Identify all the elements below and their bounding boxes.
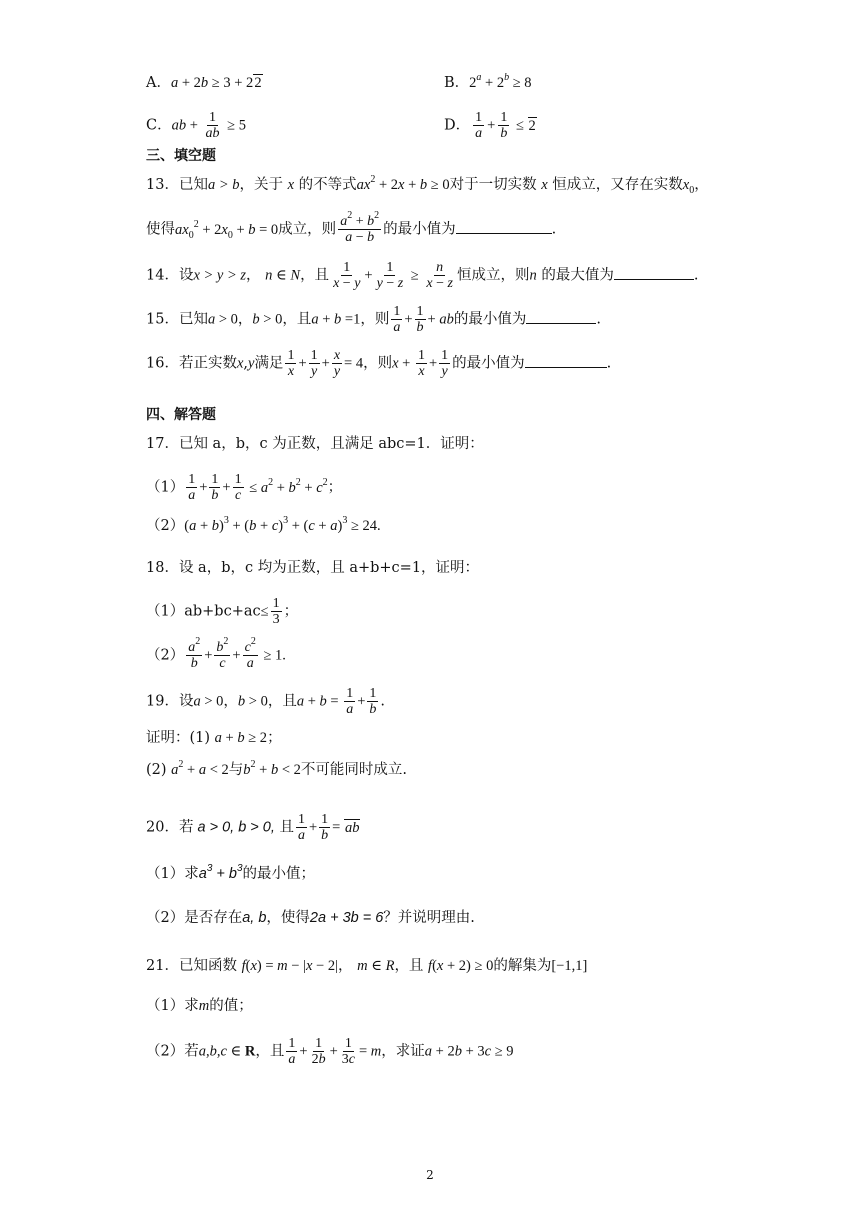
choice-a: A．a + 2b ≥ 3 + 22 [146, 75, 262, 91]
question-20: 20．若 a > 0, b > 0, 且 $\frac{1}{a}$ + $\frac{1}{b}$ = ab [146, 812, 360, 843]
answer-blank[interactable] [526, 309, 596, 324]
question-19-part1: 证明：(1) a + b ≥ 2； [146, 730, 282, 746]
question-14: 14．设x > y > z， n ∈ N，且 $\frac{1}{x - y}$ + $\frac{1}{y - z}$ ≥ $\frac{n}{x - z}$ 恒成立，则n 的最大值为 . [146, 260, 699, 291]
choice-c: C．ab + $\frac{1}{ab}$ ≥ 5 [146, 110, 247, 141]
page-number: 2 [426, 1168, 434, 1182]
question-21-part1: （1）求m的值； [146, 998, 253, 1014]
choice-d: D． $\frac{1}{a}$ + $\frac{1}{b}$ ≤ 2 [444, 110, 536, 141]
question-20-part1: （1）求$a^3 + b^3$的最小值； [146, 863, 316, 882]
section-answer-heading: 四、解答题 [146, 407, 216, 423]
answer-blank[interactable] [456, 219, 552, 234]
question-17-part1: （1） $\frac{1}{a}$ + $\frac{1}{b}$ + $\frac{1}{c}$ ≤ $a^2 + b^2 + c^2$； [146, 472, 343, 503]
question-20-part2: （2）是否存在a, b，使得2a + 3b = 6？并说明理由. [146, 910, 475, 926]
question-15: 15．已知a > 0，b > 0，且a + b =1，则 $\frac{1}{a}$ + $\frac{1}{b}$ + ab的最小值为 . [146, 304, 601, 335]
question-13-line2: 使得$ax_0^2 + 2x_0 + b = 0$成立，则 $\frac{a^2 + b^2}{a - b}$ 的最小值为 . [146, 210, 557, 245]
question-18-part1: （1）ab+bc+ac≤ $\frac{1}{3}$ ； [146, 596, 299, 627]
question-21: 21．已知函数 f(x) = m − |x − 2|， m ∈ R，且 f(x + 2) ≥ 0的解集为[−1,1] [146, 958, 588, 974]
question-18-part2: （2） $\frac{a^2}{b}$ + $\frac{b^2}{c}$ + $\frac{c^2}{a}$ ≥ 1. [146, 636, 286, 671]
question-17: 17．已知 a，b，c 为正数，且满足 abc=1．证明： [146, 436, 484, 452]
question-13-line1: 13．已知a > b，关于 x 的不等式$ax^2 + 2x + b \ge 0$对于一切实数 x 恒成立，又存在实数$x_0$， [146, 174, 709, 196]
section-fill-heading: 三、填空题 [146, 148, 216, 164]
question-17-part2: $(2)(a + b)^3 + (b + c)^3 + (c + a)^3 \ge 24$. [146, 515, 381, 534]
question-18: 18．设 a，b，c 均为正数，且 a+b+c=1，证明： [146, 560, 480, 576]
question-16: 16．若正实数x,y满足 $\frac{1}{x}$ + $\frac{1}{y}$ + $\frac{x}{y}$ = 4，则x + $\frac{1}{x}$ + $\frac{1}{y}$ 的最小值为 . [146, 348, 612, 379]
question-19-part2: (2) $a^2 + a < 2$与$b^2 + b < 2$不可能同时成立. [146, 759, 408, 778]
question-19: 19．设a > 0，b > 0，且a + b = $\frac{1}{a}$ + $\frac{1}{b}$ . [146, 686, 385, 717]
choice-b: B．$2^a + 2^b \ge 8$ [444, 72, 532, 91]
question-21-part2: （2）若a,b,c ∈ R，且 $\frac{1}{a}$ + $\frac{1}{2b}$ + $\frac{1}{3c}$ = m，求证a + 2b + 3c ≥ 9 [146, 1036, 514, 1067]
answer-blank[interactable] [525, 353, 607, 368]
answer-blank[interactable] [614, 265, 694, 280]
